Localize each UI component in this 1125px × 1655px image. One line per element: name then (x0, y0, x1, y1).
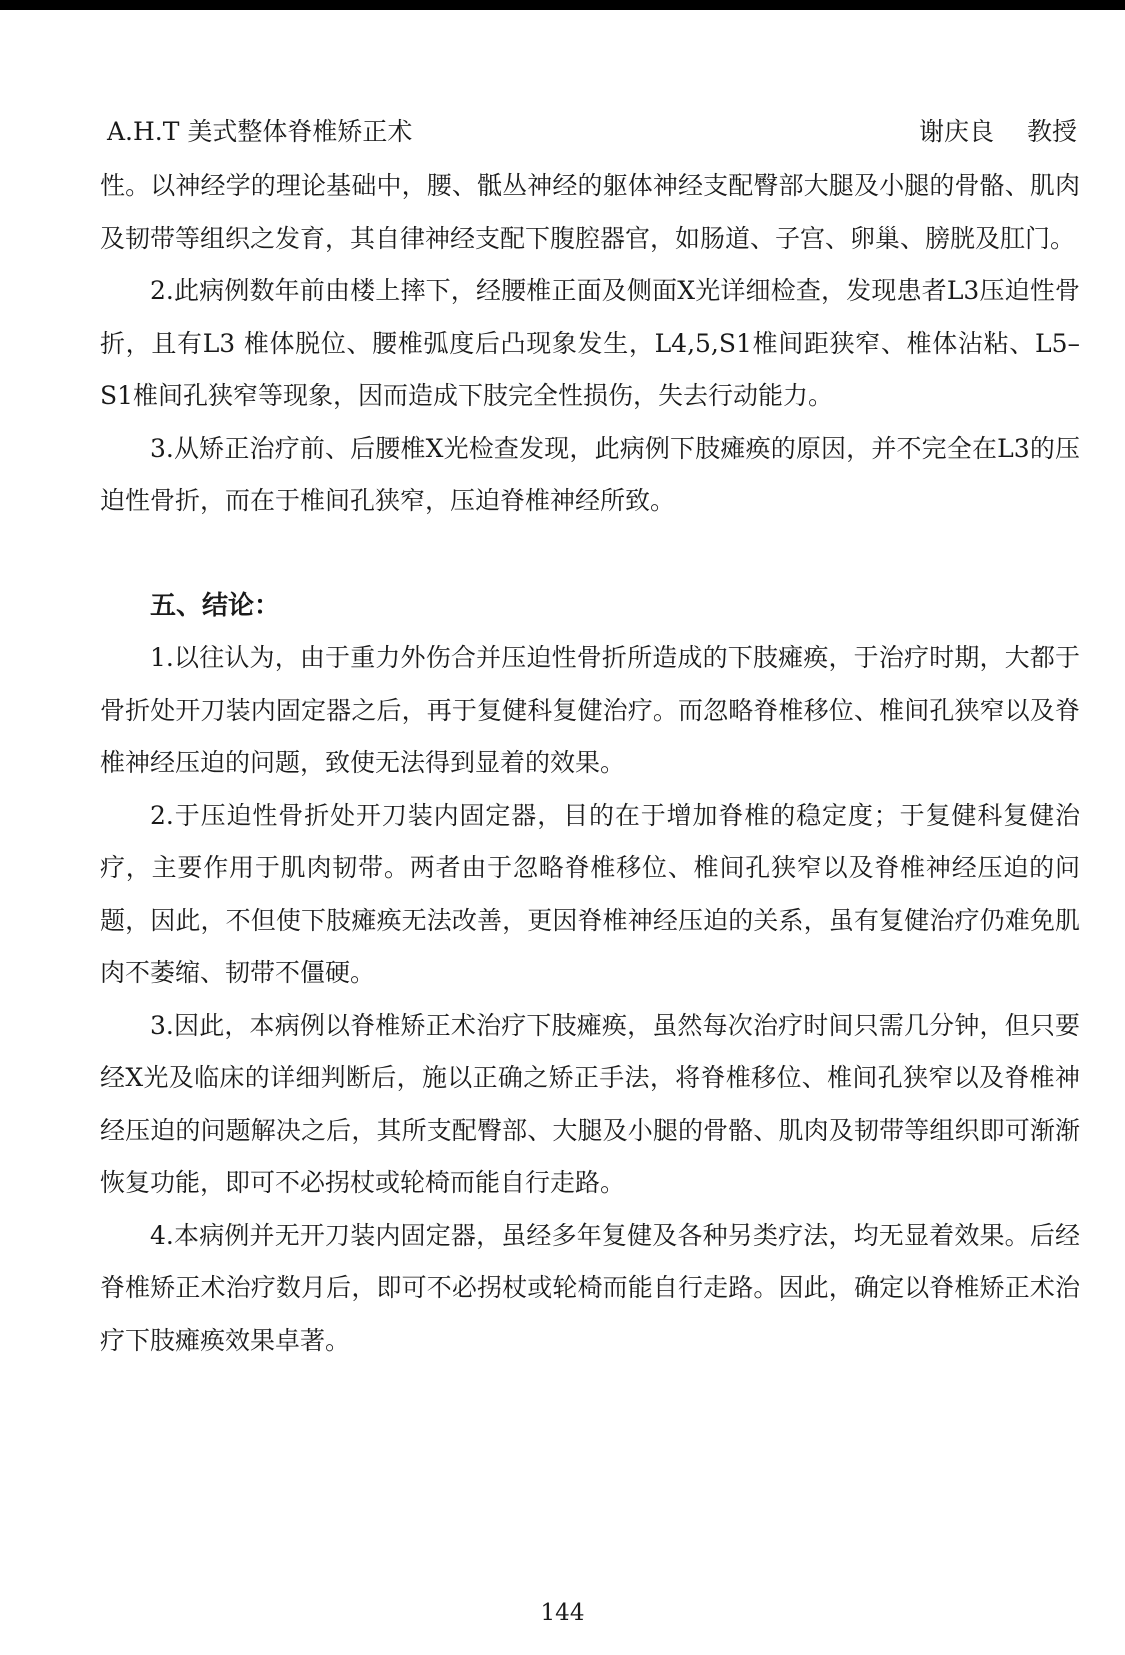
conclusion-item-2: 2.于压迫性骨折处开刀装内固定器，目的在于增加脊椎的稳定度；于复健科复健治疗，主要作用于肌肉韧带。两者由于忽略脊椎移位、椎间孔狭窄以及脊椎神经压迫的问题，因此，不但使下肢瘫痪无法改善，更因脊椎神经压迫的关系，虽有复健治疗仍难免肌肉不萎缩、韧带不僵硬。 (100, 800, 1080, 987)
header-author: 谢庆良 教授 (919, 117, 1077, 146)
conclusion-item-4: 4.本病例并无开刀装内固定器，虽经多年复健及各种另类疗法，均无显着效果。后经脊椎矫正术治疗数月后，即可不必拐杖或轮椅而能自行走路。因此，确定以脊椎矫正术治疗下肢瘫痪效果卓著。 (100, 1220, 1080, 1355)
page-number: 144 (540, 1600, 585, 1626)
conclusion-item-3: 3.因此，本病例以脊椎矫正术治疗下肢瘫痪，虽然每次治疗时间只需几分钟，但只要经X光及临床的详细判断后，施以正确之矫正手法，将脊椎移位、椎间孔狭窄以及脊椎神经压迫的问题解决之后，其所支配臀部、大腿及小腿的骨骼、肌肉及韧带等组织即可渐渐恢复功能，即可不必拐杖或轮椅而能自行走路。 (100, 1010, 1080, 1197)
paragraph-continuation: 性。以神经学的理论基础中，腰、骶丛神经的躯体神经支配臀部大腿及小腿的骨骼、肌肉及韧带等组织之发育，其自律神经支配下腹腔器官，如肠道、子宫、卵巢、膀胱及肛门。 (100, 171, 1080, 253)
section-heading-conclusion: 五、结论： (150, 590, 281, 621)
page-body (100, 160, 1080, 1367)
scan-top-border (0, 0, 1125, 10)
running-header (107, 112, 1077, 152)
paragraph-xray-findings: 3.从矫正治疗前、后腰椎X光检查发现，此病例下肢瘫痪的原因，并不完全在L3的压迫性骨折，而在于椎间孔狭窄，压迫脊椎神经所致。 (100, 433, 1080, 515)
header-title: A.H.T 美式整体脊椎矫正术 (107, 117, 413, 146)
conclusion-item-1: 1.以往认为，由于重力外伤合并压迫性骨折所造成的下肢瘫痪，于治疗时期，大都于骨折处开刀装内固定器之后，再于复健科复健治疗。而忽略脊椎移位、椎间孔狭窄以及脊椎神经压迫的问题，致使无法得到显着的效果。 (100, 643, 1080, 777)
paragraph-case-history: 2.此病例数年前由楼上摔下，经腰椎正面及侧面X光详细检查，发现患者L3压迫性骨折，且有L3 椎体脱位、腰椎弧度后凸现象发生，L4,5,S1椎间距狭窄、椎体沾粘、L5–S1椎间孔狭窄等现象，因而造成下肢完全性损伤，失去行动能力。 (100, 276, 1080, 410)
